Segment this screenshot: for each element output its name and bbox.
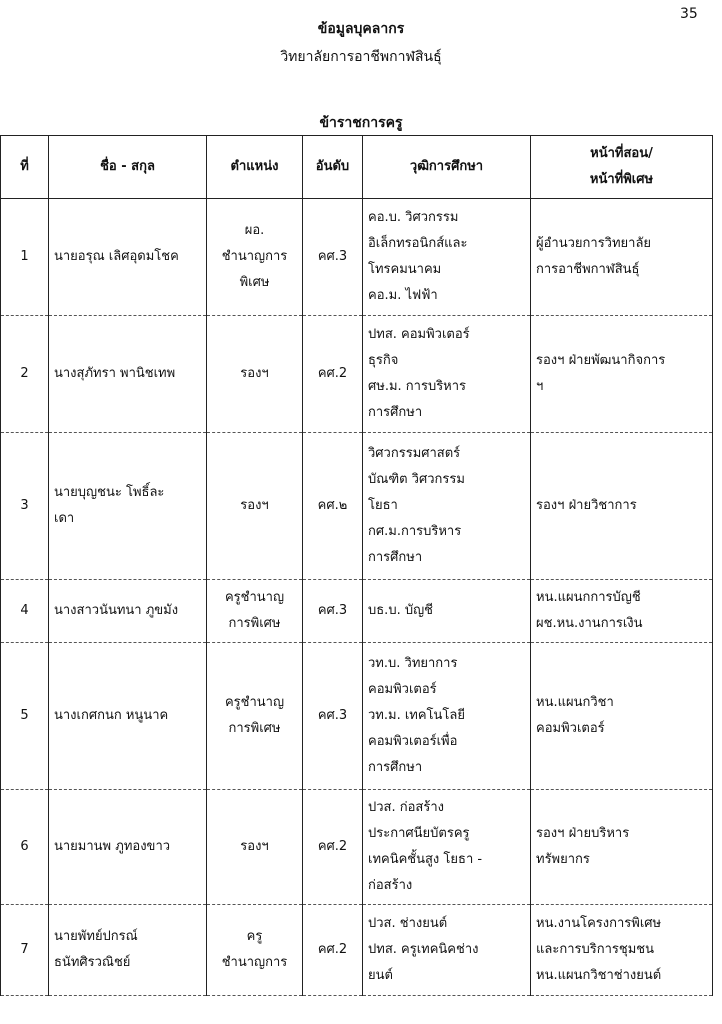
cell-rank	[303, 905, 363, 996]
cell-position	[207, 433, 303, 580]
duty-line: ผช.หน.งานการเงิน	[536, 616, 643, 631]
cell-duty	[531, 790, 713, 905]
staff-table	[0, 135, 713, 996]
row-number: 7	[20, 942, 29, 957]
header-rank: อันดับ	[303, 136, 363, 199]
education-line: กศ.ม.การบริหาร	[368, 524, 462, 539]
cell-education	[363, 905, 531, 996]
header-duty	[531, 136, 713, 199]
cell-duty	[531, 199, 713, 316]
cell-no	[1, 905, 49, 996]
document-subtitle: วิทยาลัยการอาชีพกาฬสินธุ์	[280, 49, 442, 65]
header-position: ตำแหน่ง	[207, 136, 303, 199]
position-line: ชำนาญการ	[221, 955, 288, 970]
cell-duty	[531, 905, 713, 996]
row-number: 5	[20, 708, 29, 723]
cell-name	[49, 790, 207, 905]
duty-line: รองฯ ฝ่ายพัฒนากิจการ	[536, 353, 666, 368]
name-line: นางสุภัทรา พานิชเทพ	[54, 366, 176, 381]
cell-name	[49, 643, 207, 790]
education-line: ก่อสร้าง	[368, 878, 413, 893]
cell-duty	[531, 316, 713, 433]
cell-duty	[531, 643, 713, 790]
cell-position	[207, 790, 303, 905]
education-line: การศึกษา	[368, 550, 423, 565]
rank-text: คศ.2	[317, 839, 348, 854]
duty-line: การอาชีพกาฬสินธุ์	[536, 262, 640, 277]
cell-rank	[303, 580, 363, 643]
education-line: คอ.บ. วิศวกรรม	[368, 210, 459, 225]
position-line: การพิเศษ	[228, 721, 281, 736]
cell-education	[363, 580, 531, 643]
cell-no	[1, 790, 49, 905]
row-number: 3	[20, 498, 29, 513]
cell-rank	[303, 199, 363, 316]
position-line: ชำนาญการ	[221, 249, 288, 264]
position-line: รองฯ	[240, 366, 269, 381]
duty-line: รองฯ ฝ่ายวิชาการ	[536, 498, 637, 513]
duty-line: หน.แผนกวิชา	[536, 695, 614, 710]
duty-line: รองฯ ฝ่ายบริหาร	[536, 826, 630, 841]
cell-education	[363, 199, 531, 316]
cell-rank	[303, 790, 363, 905]
education-line: ศษ.ม. การบริหาร	[368, 379, 467, 394]
header-name: ชื่อ - สกุล	[49, 136, 207, 199]
cell-position	[207, 316, 303, 433]
education-line: เทคนิคชั้นสูง โยธา -	[368, 852, 483, 867]
cell-position	[207, 199, 303, 316]
cell-name	[49, 316, 207, 433]
duty-line: ฯ	[536, 379, 544, 394]
cell-education	[363, 790, 531, 905]
education-line: วท.ม. เทคโนโลยี	[368, 708, 465, 723]
cell-education	[363, 433, 531, 580]
position-line: การพิเศษ	[228, 616, 281, 631]
education-line: ปทส. คอมพิวเตอร์	[368, 327, 470, 342]
row-number: 2	[20, 366, 29, 381]
education-line: โทรคมนาคม	[368, 262, 442, 277]
rank-text: คศ.2	[317, 366, 348, 381]
header-no: ที่	[1, 136, 49, 199]
page-number: 35	[680, 6, 698, 22]
name-line: นายบุญชนะ โพธิ์ละ	[54, 485, 165, 500]
header-duty-line2: หน้าที่พิเศษ	[589, 172, 654, 187]
duty-line: หน.แผนกการบัญชี	[536, 590, 641, 605]
section-heading: ข้าราชการครู	[319, 115, 403, 131]
education-line: บัณฑิต วิศวกรรม	[368, 472, 465, 487]
cell-position	[207, 905, 303, 996]
name-line: นางเกศกนก หนูนาค	[54, 708, 169, 723]
cell-education	[363, 643, 531, 790]
cell-position	[207, 643, 303, 790]
position-line: ครู	[246, 929, 263, 944]
position-line: ผอ.	[244, 223, 265, 238]
duty-line: ทรัพยากร	[536, 852, 590, 867]
position-line: รองฯ	[240, 839, 269, 854]
education-line: บธ.บ. บัญชี	[368, 603, 433, 618]
rank-text: คศ.3	[317, 249, 348, 264]
position-line: ครูชำนาญ	[224, 590, 285, 605]
education-line: ปทส. ครูเทคนิคช่าง	[368, 942, 479, 957]
cell-rank	[303, 316, 363, 433]
duty-line: หน.งานโครงการพิเศษ	[536, 916, 662, 931]
table-row	[1, 433, 713, 580]
duty-line: หน.แผนกวิชาช่างยนต์	[536, 968, 662, 983]
cell-name	[49, 199, 207, 316]
position-line: พิเศษ	[239, 275, 270, 290]
cell-name	[49, 433, 207, 580]
table-row	[1, 580, 713, 643]
document-title: ข้อมูลบุคลากร	[317, 21, 405, 37]
name-line: เดา	[54, 511, 75, 526]
education-line: วิศวกรรมศาสตร์	[368, 446, 461, 461]
name-line: นายมานพ ภูทองขาว	[54, 839, 171, 854]
rank-text: คศ.3	[317, 603, 348, 618]
row-number: 1	[20, 249, 29, 264]
name-line: นายพัทย์ปกรณ์	[54, 929, 138, 944]
table-row	[1, 316, 713, 433]
education-line: ปวส. ช่างยนต์	[368, 916, 448, 931]
table-row	[1, 905, 713, 996]
table-row	[1, 790, 713, 905]
header-duty-line1: หน้าที่สอน/	[590, 146, 653, 161]
education-line: โยธา	[368, 498, 398, 513]
table-header-row	[1, 136, 713, 199]
duty-line: และการบริการชุมชน	[536, 942, 654, 957]
duty-line: ผู้อำนวยการวิทยาลัย	[536, 236, 652, 251]
duty-line: คอมพิวเตอร์	[536, 721, 605, 736]
education-line: คอมพิวเตอร์	[368, 682, 437, 697]
cell-rank	[303, 433, 363, 580]
cell-no	[1, 580, 49, 643]
row-number: 4	[20, 603, 29, 618]
cell-no	[1, 199, 49, 316]
row-number: 6	[20, 839, 29, 854]
education-line: อิเล็กทรอนิกส์และ	[368, 236, 468, 251]
education-line: คอมพิวเตอร์เพื่อ	[368, 734, 458, 749]
education-line: ปวส. ก่อสร้าง	[368, 800, 444, 815]
name-line: นายอรุณ เลิศอุดมโชค	[54, 249, 179, 264]
cell-position	[207, 580, 303, 643]
cell-no	[1, 433, 49, 580]
education-line: ประกาศนียบัตรครู	[368, 826, 470, 841]
cell-name	[49, 905, 207, 996]
rank-text: คศ.๒	[317, 498, 348, 513]
cell-education	[363, 316, 531, 433]
cell-duty	[531, 433, 713, 580]
position-line: ครูชำนาญ	[224, 695, 285, 710]
header-education: วุฒิการศึกษา	[363, 136, 531, 199]
cell-no	[1, 316, 49, 433]
cell-name	[49, 580, 207, 643]
cell-no	[1, 643, 49, 790]
rank-text: คศ.2	[317, 942, 348, 957]
cell-rank	[303, 643, 363, 790]
education-line: คอ.ม. ไฟฟ้า	[368, 288, 438, 303]
education-line: ยนต์	[368, 968, 393, 983]
cell-duty	[531, 580, 713, 643]
table-row	[1, 643, 713, 790]
table-row	[1, 199, 713, 316]
rank-text: คศ.3	[317, 708, 348, 723]
name-line: ธนัทศิรวณิชย์	[54, 955, 131, 970]
position-line: รองฯ	[240, 498, 269, 513]
education-line: ธุรกิจ	[368, 353, 399, 368]
name-line: นางสาวนันทนา ภูขมัง	[54, 603, 179, 618]
education-line: การศึกษา	[368, 760, 423, 775]
education-line: การศึกษา	[368, 405, 423, 420]
education-line: วท.บ. วิทยาการ	[368, 656, 458, 671]
